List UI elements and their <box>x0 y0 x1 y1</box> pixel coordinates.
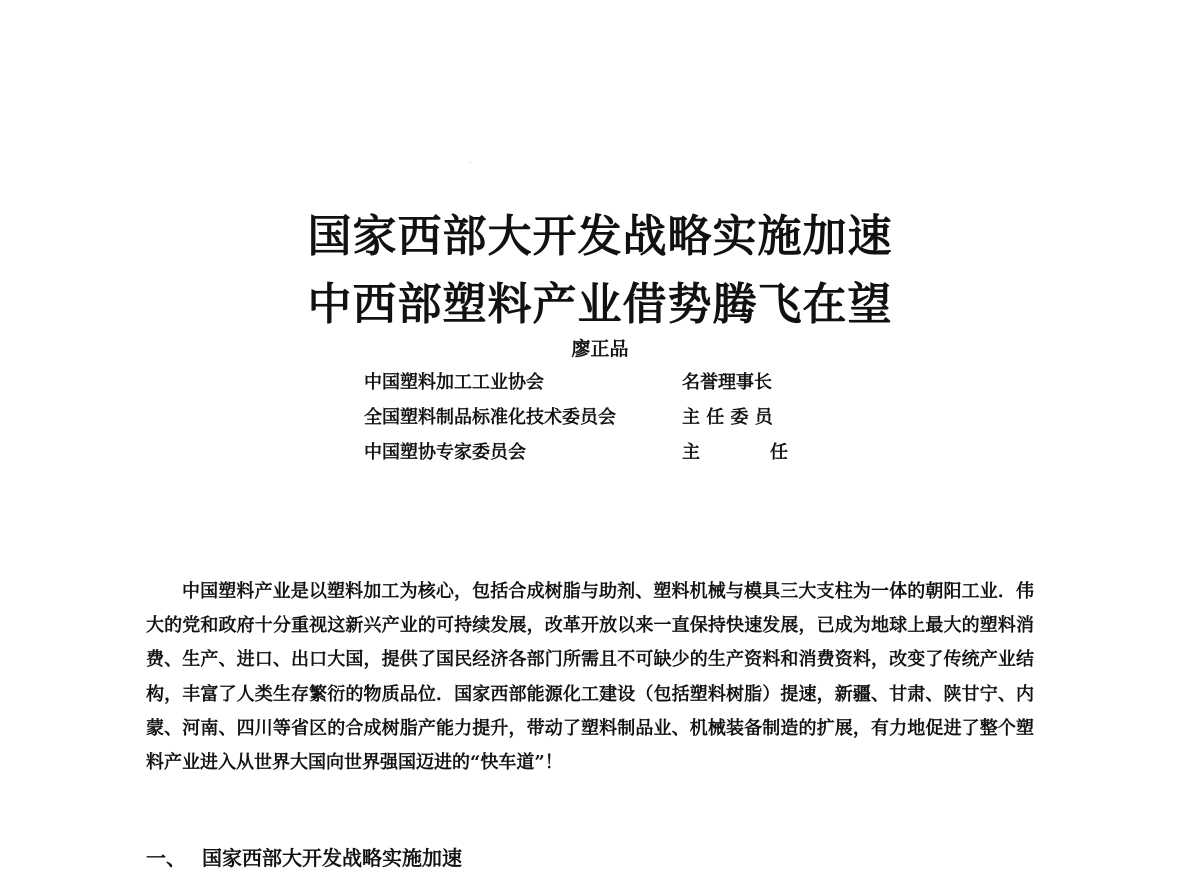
article-title-line-2: 中西部塑料产业借势腾飞在望 <box>307 279 893 330</box>
affiliation-org: 中国塑协专家委员会 <box>364 442 526 463</box>
affiliation-row <box>364 438 794 464</box>
scan-speck <box>470 162 471 163</box>
body-paragraph: 中国塑料产业是以塑料加工为核心，包括合成树脂与助剂、塑料机械与模具三大支柱为一体的朝阳工业．伟大的党和政府十分重视这新兴产业的可持续发展，改革开放以来一直保持快速发展，已成为地球上最大的塑料消费、生产、进口、出口大国，提供了国民经济各部门所需且不可缺少的生产资料和消费资料，改变了传统产业结构，丰富了人类生存繁衍的物质品位．国家西部能源化工建设（包括塑料树脂）提速，新疆、甘肃、陕甘宁、内蒙、河南、四川等省区的合成树脂产能力提升，带动了塑料制品业、机械装备制造的扩展，有力地促进了整个塑料产业进入从世界大国向世界强国迈进的“快车道”！ <box>146 581 1034 774</box>
affiliation-role-part: 主 <box>682 442 700 463</box>
affiliation-role-part: 任 <box>770 442 788 463</box>
affiliation-row <box>364 403 794 429</box>
author-name: 廖正品 <box>571 338 629 360</box>
section-heading-text: 国家西部大开发战略实施加速 <box>202 846 462 870</box>
affiliation-role: 主 任 委 员 <box>682 407 773 428</box>
affiliation-row <box>364 368 794 394</box>
affiliation-org: 中国塑料加工工业协会 <box>364 372 544 393</box>
article-title-line-1: 国家西部大开发战略实施加速 <box>307 211 893 262</box>
section-number: 一、 <box>146 846 186 870</box>
section-heading <box>146 842 462 871</box>
affiliation-role: 名誉理事长 <box>682 372 772 393</box>
affiliation-org: 全国塑料制品标准化技术委员会 <box>364 407 616 428</box>
affiliation-role <box>682 438 788 464</box>
